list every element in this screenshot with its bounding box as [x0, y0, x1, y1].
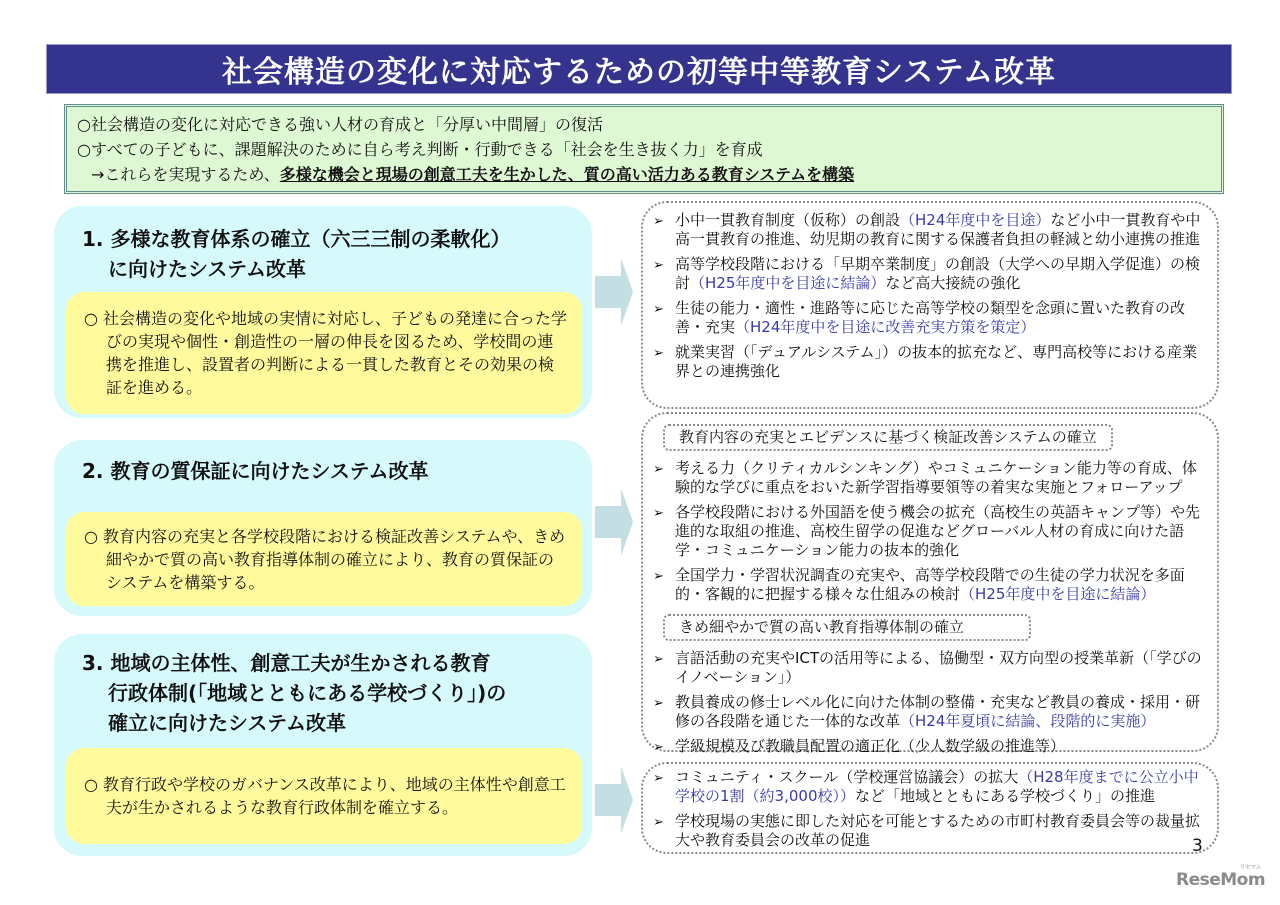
section-3: [54, 634, 592, 856]
measure-text: コミュニティ・スクール（学校運営協議会）の拡大: [675, 768, 1019, 786]
measure-text-tail: など「地域とともにある学校づくり」の推進: [855, 787, 1156, 805]
measure-text: 考える力（クリティカルシンキング）やコミュニケーション能力等の育成、体験的な学びに重点をおいた新学習指導要領等の着実な実施とフォローアップ: [675, 459, 1197, 496]
measure-text: 学級規模及び教職員配置の適正化（少人数学級の推進等）: [675, 737, 1066, 755]
measure-item: [653, 693, 1207, 731]
section-1: [54, 206, 592, 418]
measure-text: 教員養成の修士レベル化に向けた体制の整備・充実など教員の養成・採用・研修の各段階を通じた一体的な改革: [675, 693, 1201, 730]
summary-box: [64, 104, 1224, 194]
measure-deadline: （H28年度までに公立小中学校の1割（約3,000校））: [675, 768, 1199, 805]
arrowhead-bullet-icon: ➢: [653, 569, 664, 584]
arrowhead-bullet-icon: ➢: [653, 815, 664, 830]
measure-item: [653, 566, 1207, 604]
arrowhead-bullet-icon: ➢: [653, 346, 664, 361]
page-number: 3: [1192, 836, 1203, 856]
summary-line-3: [77, 162, 1211, 187]
summary-line-3-emphasis: 多様な機会と現場の創意工夫を生かした、質の高い活力ある教育システムを構築: [279, 165, 855, 184]
section-3-heading: [82, 648, 506, 738]
section-2-heading: [82, 456, 428, 486]
measures-panel-3: [641, 762, 1219, 854]
measure-text: 各学校段階における外国語を使う機会の拡充（高校生の英語キャンプ等）や先進的な取組の推進、高校生留学の促進などグローバル人材の育成に向けた語学・コミュニケーション能力の抜本的強化: [675, 503, 1201, 559]
arrowhead-bullet-icon: ➢: [653, 506, 664, 521]
measure-item: [653, 649, 1207, 687]
arrowhead-bullet-icon: ➢: [653, 771, 664, 786]
measure-text: 生徒の能力・適性・進路等に応じた高等学校の類型を念頭に置いた教育の改善・充実: [675, 299, 1186, 336]
summary-line-1: ○社会構造の変化に対応できる強い人材の育成と「分厚い中間層」の復活: [77, 115, 603, 134]
logo-text: ReseMom: [1176, 870, 1266, 890]
page-title: 社会構造の変化に対応するための初等中等教育システム改革: [222, 55, 1056, 90]
summary-line-2: ○すべての子どもに、課題解決のために自ら考え判断・行動できる「社会を生き抜く力」を育成: [77, 140, 763, 159]
section-3-description: [66, 748, 582, 844]
arrowhead-bullet-icon: ➢: [653, 652, 664, 667]
measure-text: 学校現場の実態に即した対応を可能とするための市町村教育委員会等の裁量拡大や教育委員会の改革の促進: [675, 812, 1201, 849]
resemom-logo: [1176, 864, 1266, 890]
measure-deadline: （H25年度中を目途に結論）: [960, 585, 1156, 603]
section-3-heading-line-1: 3. 地域の主体性、創意工夫が生かされる教育: [82, 651, 491, 675]
section-1-heading-line-1: 1. 多様な教育体系の確立（六三三制の柔軟化）: [82, 227, 511, 251]
measure-deadline: （H24年度中を目途）: [900, 211, 1051, 229]
arrowhead-bullet-icon: ➢: [653, 258, 664, 273]
section-3-heading-line-2: 行政体制(「地域とともにある学校づくり」)の: [108, 681, 507, 705]
measure-item: [653, 768, 1207, 806]
measure-text: 就業実習（「デュアルシステム」）の抜本的拡充など、専門高校等における産業界との連携強化: [675, 343, 1198, 380]
arrow-right-icon: [595, 766, 633, 834]
measures-panel-1: [641, 201, 1219, 409]
measure-text: 高等学校段階における「早期卒業制度」の創設（大学への早期入学促進）の検討: [675, 255, 1201, 292]
arrowhead-bullet-icon: ➢: [653, 740, 664, 755]
section-1-heading-line-2: に向けたシステム改革: [108, 257, 306, 281]
measure-item: [653, 343, 1207, 381]
section-2-description: [66, 512, 582, 606]
measure-text: 小中一貫教育制度（仮称）の創設: [675, 211, 901, 229]
summary-line-3-prefix: →これらを実現するため、: [91, 165, 280, 184]
arrowhead-bullet-icon: ➢: [653, 302, 664, 317]
title-banner: [46, 44, 1232, 94]
section-1-body: ○ 社会構造の変化や地域の実情に対応し、子どもの発達に合った学びの実現や個性・創造性の一層の伸長を図るため、学校間の連携を推進し、設置者の判断による一貫した教育とその効果の検証を進める。: [84, 309, 568, 397]
section-1-heading: [82, 224, 510, 284]
measure-deadline: （H24年夏頃に結論、段階的に実施）: [900, 712, 1156, 730]
subheading-teaching-system: きめ細やかで質の高い教育指導体制の確立: [663, 614, 1031, 641]
subheading-verification-system: 教育内容の充実とエビデンスに基づく検証改善システムの確立: [663, 424, 1113, 451]
arrowhead-bullet-icon: ➢: [653, 214, 664, 229]
measures-panel-2: [641, 412, 1219, 755]
section-1-description: [66, 292, 582, 414]
measure-text: 全国学力・学習状況調査の充実や、高等学校段階での生徒の学力状況を多面的・客観的に把握する様々な仕組みの検討: [675, 566, 1185, 603]
measure-item: [653, 255, 1207, 293]
arrow-right-icon: [595, 488, 633, 556]
measure-item: [653, 737, 1207, 757]
measure-text: 言語活動の充実やICTの活用等による、協働型・双方向型の授業革新（「学びのイノベーション」）: [675, 649, 1202, 686]
measure-deadline: （H25年度中を目途に結論）: [690, 274, 886, 292]
measure-item: [653, 299, 1207, 337]
arrow-right-icon: [595, 258, 633, 326]
measure-deadline: （H24年度中を目途に改善充実方策を策定）: [735, 318, 1036, 336]
measure-text-tail: など小中一貫教育や中高一貫教育の推進、幼児期の教育に関する保護者負担の軽減と幼小連携の推進: [675, 211, 1201, 248]
section-2: [54, 440, 592, 616]
section-2-body: ○ 教育内容の充実と各学校段階における検証改善システムや、きめ細やかで質の高い教育指導体制の確立により、教育の質保証のシステムを構築する。: [84, 526, 566, 592]
logo-kana: リセマム: [1239, 864, 1262, 871]
measure-item: [653, 459, 1207, 497]
arrowhead-bullet-icon: ➢: [653, 696, 664, 711]
measure-item: [653, 211, 1207, 249]
measure-text-tail: など高大接続の強化: [885, 274, 1021, 292]
arrowhead-bullet-icon: ➢: [653, 462, 664, 477]
section-3-body: ○ 教育行政や学校のガバナンス改革により、地域の主体性や創意工夫が生かされるような教育行政体制を確立する。: [84, 775, 566, 817]
section-2-heading-line-1: 2. 教育の質保証に向けたシステム改革: [82, 459, 429, 483]
section-3-heading-line-3: 確立に向けたシステム改革: [108, 711, 346, 735]
measure-item: [653, 503, 1207, 560]
measure-item: [653, 812, 1207, 850]
